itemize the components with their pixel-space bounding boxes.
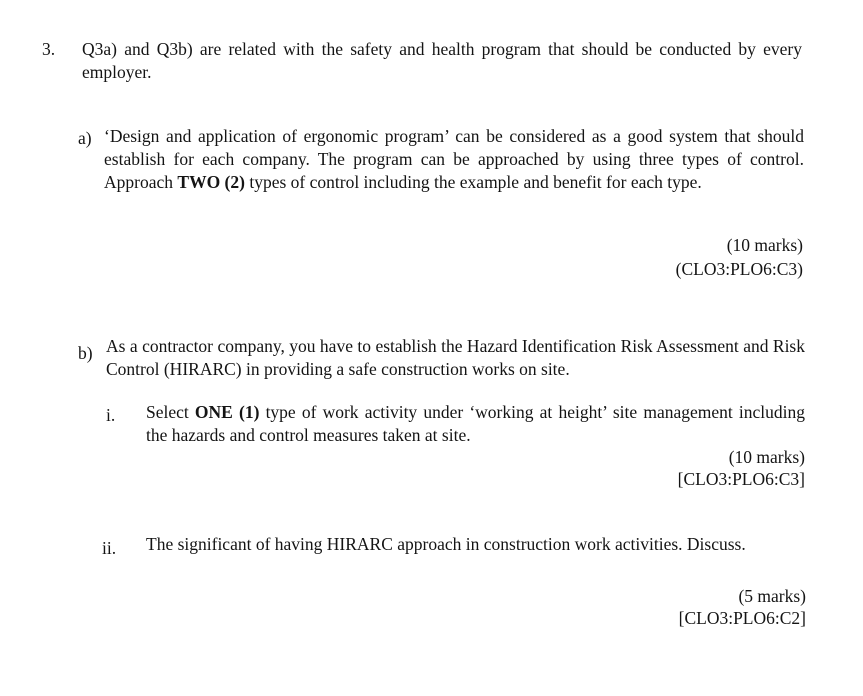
part-a-marks: (10 marks) [726,235,803,255]
part-b-label: b) [78,343,93,363]
part-a-clo: (CLO3:PLO6:C3) [675,259,803,279]
sub-i-clo: [CLO3:PLO6:C3] [677,469,805,489]
part-b-text: As a contractor company, you have to establish the Hazard Identification Risk Assessment and Risk Control (HIRARC) in providing a safe construction works on site. [106,336,805,379]
sub-ii-clo: [CLO3:PLO6:C2] [678,608,806,628]
part-a-bold: TWO (2) [177,172,245,192]
part-a-text [104,125,804,194]
sub-ii-text: The significant of having HIRARC approach in construction work activities. Discuss. [146,534,746,554]
sub-i-text [146,401,805,447]
sub-i-marks: (10 marks) [728,447,805,467]
sub-ii-marks: (5 marks) [738,586,806,606]
part-a-label: a) [78,128,92,148]
sub-ii-label: ii. [102,538,117,558]
sub-i-bold: ONE (1) [194,402,260,422]
part-a-text-end: types of control including the example and benefit for each type. [244,172,702,192]
part-a-text-start: ‘Design and application of ergonomic program’ can be considered as a good system that should establish for each company. The program can be approached by using three types of control. Approach [104,126,804,192]
sub-i-text-start: Select [146,402,195,422]
question-number: 3. [42,39,56,59]
sub-i-text-end: type of work activity under ‘working at height’ site management including the hazards and control measures taken at site. [146,402,805,445]
question-intro: Q3a) and Q3b) are related with the safety and health program that should be conducted by every employer. [82,39,802,82]
sub-i-label: i. [106,405,116,425]
